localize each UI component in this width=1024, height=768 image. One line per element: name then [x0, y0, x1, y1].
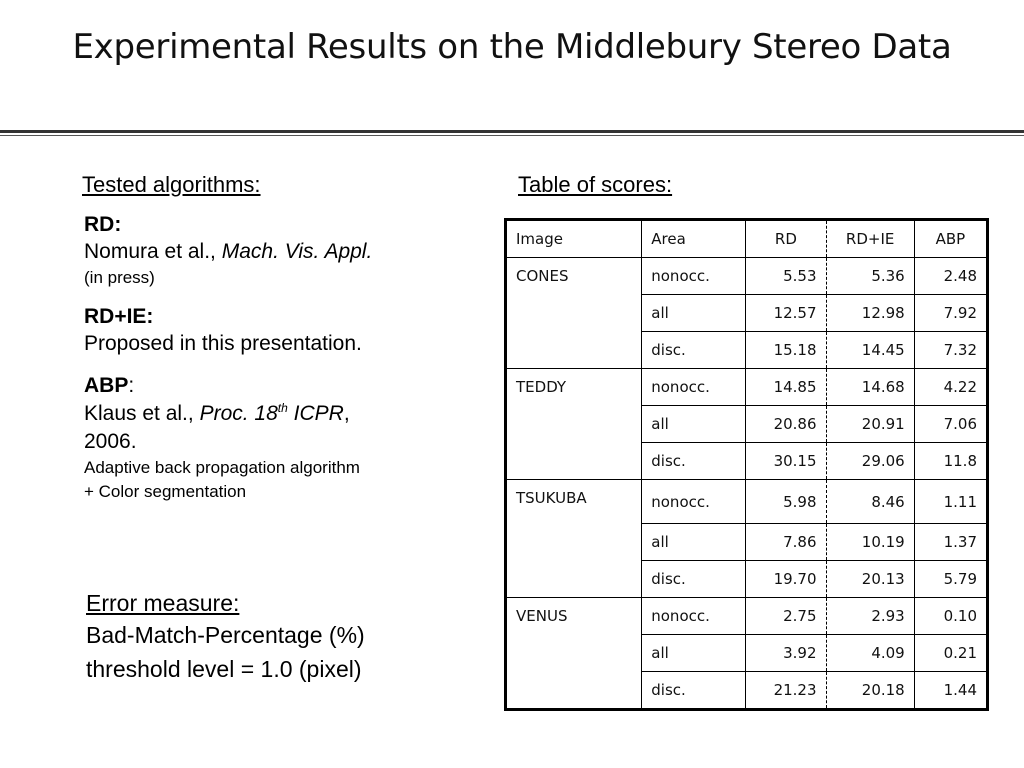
rd-score-cell: 2.75 [746, 598, 826, 635]
abp-score-cell: 4.22 [914, 369, 987, 406]
table-row [506, 258, 988, 295]
header-rd: RD [746, 220, 826, 258]
abp-name: ABP [84, 374, 129, 397]
abp-sup: th [277, 401, 288, 415]
rd-score-cell: 30.15 [746, 443, 826, 480]
rd-score-cell: 7.86 [746, 524, 826, 561]
table-of-scores-heading: Table of scores: [518, 172, 673, 197]
abp-score-cell: 7.06 [914, 406, 987, 443]
abp-score-cell: 1.44 [914, 672, 987, 710]
image-cell: TSUKUBA [506, 480, 642, 598]
area-cell: disc. [642, 443, 746, 480]
rd-authors: Nomura et al., [84, 240, 222, 263]
rdie-name: RD+IE: [84, 305, 154, 328]
abp-score-cell: 1.11 [914, 480, 987, 524]
rd-score-cell: 12.57 [746, 295, 826, 332]
abp-score-cell: 2.48 [914, 258, 987, 295]
abp-desc-2: + Color segmentation [84, 482, 247, 501]
rdie-description: Proposed in this presentation. [84, 332, 362, 355]
abp-score-cell: 0.10 [914, 598, 987, 635]
tested-algorithms-heading: Tested algorithms: [82, 172, 261, 197]
area-cell: nonocc. [642, 480, 746, 524]
area-cell: nonocc. [642, 369, 746, 406]
image-cell: VENUS [506, 598, 642, 710]
header-abp: ABP [914, 220, 987, 258]
abp-conf: ICPR [287, 402, 344, 425]
table-row [506, 598, 988, 635]
abp-citation [84, 400, 484, 428]
image-cell: TEDDY [506, 369, 642, 480]
rdie-score-cell: 8.46 [826, 480, 914, 524]
header-rdie: RD+IE [826, 220, 914, 258]
header-image: Image [506, 220, 642, 258]
rdie-score-cell: 29.06 [826, 443, 914, 480]
error-measure-heading: Error measure: [86, 590, 240, 616]
rdie-score-cell: 4.09 [826, 635, 914, 672]
scores-table [504, 218, 989, 711]
rd-score-cell: 5.98 [746, 480, 826, 524]
abp-desc-1: Adaptive back propagation algorithm [84, 458, 360, 477]
abp-score-cell: 5.79 [914, 561, 987, 598]
abp-score-cell: 1.37 [914, 524, 987, 561]
rdie-score-cell: 20.91 [826, 406, 914, 443]
table-row [506, 480, 988, 524]
abp-authors: Klaus et al., [84, 402, 200, 425]
abp-proc: Proc. 18 [199, 402, 278, 425]
area-cell: disc. [642, 672, 746, 710]
rd-score-cell: 15.18 [746, 332, 826, 369]
area-cell: nonocc. [642, 598, 746, 635]
abp-score-cell: 7.92 [914, 295, 987, 332]
rd-score-cell: 19.70 [746, 561, 826, 598]
error-measure-line-1: Bad-Match-Percentage (%) [86, 622, 365, 648]
area-cell: nonocc. [642, 258, 746, 295]
abp-year: 2006. [84, 430, 137, 453]
abp-colon: : [128, 374, 135, 397]
area-cell: disc. [642, 561, 746, 598]
abp-score-cell: 11.8 [914, 443, 987, 480]
error-measure [86, 588, 486, 686]
rd-score-cell: 3.92 [746, 635, 826, 672]
area-cell: all [642, 295, 746, 332]
area-cell: all [642, 406, 746, 443]
rdie-score-cell: 14.45 [826, 332, 914, 369]
table-header-row [506, 220, 988, 258]
rd-score-cell: 14.85 [746, 369, 826, 406]
table-row [506, 369, 988, 406]
algorithms-list [84, 212, 484, 504]
rdie-score-cell: 20.18 [826, 672, 914, 710]
area-cell: all [642, 524, 746, 561]
slide-title: Experimental Results on the Middlebury Stereo Data [72, 27, 952, 67]
rd-journal: Mach. Vis. Appl. [221, 240, 373, 263]
error-measure-line-2: threshold level = 1.0 (pixel) [86, 656, 362, 682]
area-cell: disc. [642, 332, 746, 369]
area-cell: all [642, 635, 746, 672]
rd-name: RD: [84, 213, 122, 236]
rd-score-cell: 21.23 [746, 672, 826, 710]
image-cell: CONES [506, 258, 642, 369]
header-area: Area [642, 220, 746, 258]
rdie-score-cell: 10.19 [826, 524, 914, 561]
rdie-score-cell: 12.98 [826, 295, 914, 332]
rd-score-cell: 5.53 [746, 258, 826, 295]
title-divider-thick [0, 130, 1024, 133]
rd-citation [84, 238, 484, 266]
title-divider-thin [0, 135, 1024, 136]
abp-score-cell: 0.21 [914, 635, 987, 672]
rdie-score-cell: 5.36 [826, 258, 914, 295]
abp-score-cell: 7.32 [914, 332, 987, 369]
rdie-score-cell: 14.68 [826, 369, 914, 406]
rdie-score-cell: 20.13 [826, 561, 914, 598]
rdie-score-cell: 2.93 [826, 598, 914, 635]
rd-score-cell: 20.86 [746, 406, 826, 443]
rd-status: (in press) [84, 268, 155, 287]
abp-comma: , [343, 402, 350, 425]
